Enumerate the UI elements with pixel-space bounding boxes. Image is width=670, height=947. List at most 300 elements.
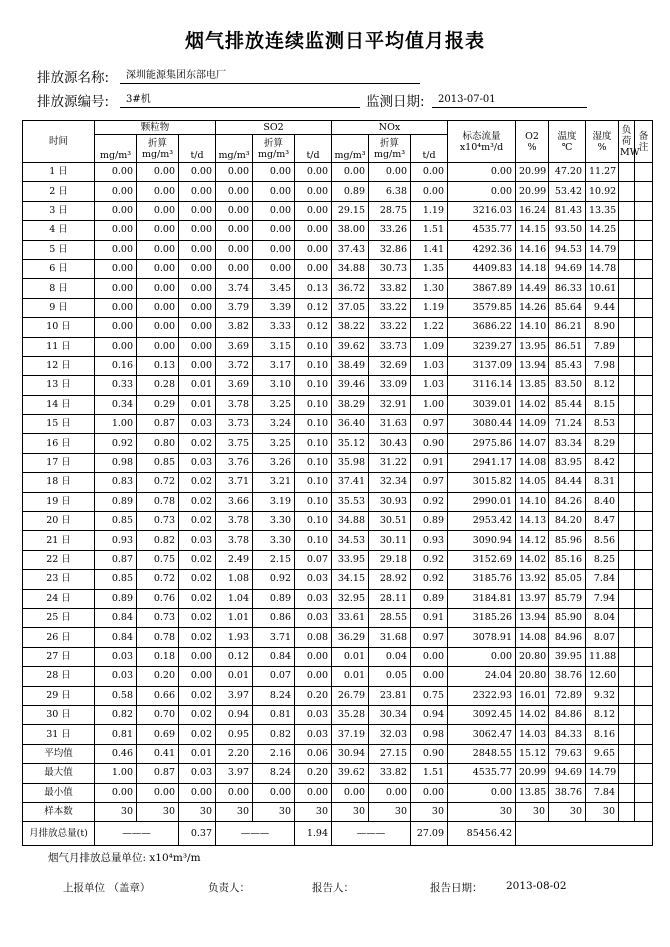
table-cell: 0.00 — [137, 279, 179, 298]
table-cell: 84.20 — [549, 512, 586, 531]
note-cell — [635, 279, 653, 298]
table-cell: 14.02 — [516, 705, 549, 724]
table-cell: 0.00 — [216, 259, 253, 278]
row-label: 样本数 — [23, 802, 95, 821]
table-cell: 0.82 — [137, 531, 179, 550]
table-cell: 31.68 — [369, 628, 411, 647]
table-cell: 13.94 — [516, 356, 549, 375]
table-cell: 0.00 — [295, 163, 332, 182]
table-cell: 2953.42 — [448, 512, 516, 531]
load-cell — [619, 550, 635, 569]
table-cell: 1.09 — [411, 337, 448, 356]
table-cell: 0.18 — [137, 647, 179, 666]
table-cell: 0.04 — [369, 647, 411, 666]
table-cell: 0.69 — [137, 725, 179, 744]
table-cell: 3152.69 — [448, 550, 516, 569]
table-cell: 0.46 — [95, 744, 137, 763]
table-cell: 0.03 — [295, 725, 332, 744]
table-cell: 0.00 — [253, 221, 295, 240]
table-cell: 84.86 — [549, 705, 586, 724]
table-row — [23, 356, 653, 375]
table-cell: 0.00 — [332, 163, 369, 182]
table-cell: 3216.03 — [448, 201, 516, 220]
note-cell — [635, 686, 653, 705]
table-row — [23, 764, 653, 783]
table-cell: 0.00 — [216, 201, 253, 220]
header-row-1 — [23, 121, 653, 135]
table-cell: 4292.36 — [448, 240, 516, 259]
table-cell: 30 — [586, 802, 619, 821]
table-cell: 0.98 — [95, 453, 137, 472]
table-cell: 31.22 — [369, 453, 411, 472]
table-cell: 39.46 — [332, 376, 369, 395]
col-so2: SO2 — [216, 121, 332, 135]
table-cell: 0.00 — [216, 163, 253, 182]
row-label: 12 日 — [23, 356, 95, 375]
table-cell: 3.71 — [216, 473, 253, 492]
note-cell — [635, 764, 653, 783]
load-cell — [619, 356, 635, 375]
note-cell — [635, 163, 653, 182]
table-cell: 0.00 — [411, 182, 448, 201]
table-cell: 0.08 — [295, 628, 332, 647]
row-label: 19 日 — [23, 492, 95, 511]
row-label: 21 日 — [23, 531, 95, 550]
total-pm-dash: ——— — [95, 822, 179, 846]
note-cell — [635, 337, 653, 356]
table-cell: 3.39 — [253, 298, 295, 317]
table-cell: 1.35 — [411, 259, 448, 278]
table-cell: 29.15 — [332, 201, 369, 220]
load-cell — [619, 240, 635, 259]
table-cell: 0.97 — [411, 473, 448, 492]
table-cell: 83.50 — [549, 376, 586, 395]
table-cell: 30.43 — [369, 434, 411, 453]
table-cell: 8.25 — [586, 550, 619, 569]
table-cell: 0.03 — [179, 531, 216, 550]
col-load: 负 荷 MW — [619, 121, 635, 163]
table-cell: 16.24 — [516, 201, 549, 220]
table-cell: 8.04 — [586, 608, 619, 627]
note-cell — [635, 512, 653, 531]
table-cell: 30 — [137, 802, 179, 821]
table-cell: 1.30 — [411, 279, 448, 298]
table-cell: 34.15 — [332, 570, 369, 589]
table-cell: 29.18 — [369, 550, 411, 569]
table-cell: 0.72 — [137, 473, 179, 492]
table-cell: 38.29 — [332, 395, 369, 414]
date-label: 监测日期: — [366, 94, 425, 110]
table-cell: 8.24 — [253, 686, 295, 705]
table-cell: 0.00 — [295, 240, 332, 259]
so2-td: t/d — [295, 135, 332, 163]
table-cell: 3.78 — [216, 512, 253, 531]
table-cell: 0.86 — [253, 608, 295, 627]
table-cell: 0.93 — [411, 531, 448, 550]
table-cell: 0.10 — [295, 337, 332, 356]
table-cell: 30.73 — [369, 259, 411, 278]
table-row — [23, 415, 653, 434]
row-label: 平均值 — [23, 744, 95, 763]
table-cell: 8.40 — [586, 492, 619, 511]
responsible: 负责人： — [208, 882, 250, 894]
table-row — [23, 550, 653, 569]
table-cell: 3078.91 — [448, 628, 516, 647]
table-cell: 8.53 — [586, 415, 619, 434]
table-cell: 30 — [95, 802, 137, 821]
note-cell — [635, 550, 653, 569]
table-cell: 0.00 — [95, 279, 137, 298]
table-cell: 85.64 — [549, 298, 586, 317]
table-cell: 8.31 — [586, 473, 619, 492]
so2-conv: 折算 mg/m³ — [253, 135, 295, 163]
col-nox: NOx — [332, 121, 448, 135]
table-cell: 1.03 — [411, 376, 448, 395]
total-row — [23, 822, 653, 846]
table-cell: 14.02 — [516, 550, 549, 569]
table-cell: 94.53 — [549, 240, 586, 259]
table-cell: 0.05 — [369, 667, 411, 686]
table-cell: 0.00 — [179, 298, 216, 317]
table-row — [23, 725, 653, 744]
table-cell: 0.94 — [411, 705, 448, 724]
table-row — [23, 201, 653, 220]
load-cell — [619, 318, 635, 337]
table-cell: 14.15 — [516, 221, 549, 240]
table-cell: 32.69 — [369, 356, 411, 375]
row-label: 27 日 — [23, 647, 95, 666]
table-cell: 30.11 — [369, 531, 411, 550]
table-cell: 38.76 — [549, 667, 586, 686]
table-cell: 0.33 — [95, 376, 137, 395]
table-cell: 28.55 — [369, 608, 411, 627]
table-row — [23, 298, 653, 317]
table-cell: 0.02 — [179, 570, 216, 589]
table-cell: 1.00 — [95, 415, 137, 434]
table-cell: 3.21 — [253, 473, 295, 492]
table-cell: 13.94 — [516, 608, 549, 627]
row-label: 3 日 — [23, 201, 95, 220]
table-cell: 14.09 — [516, 415, 549, 434]
table-cell: 0.00 — [95, 259, 137, 278]
report-date: 2013-08-02 — [506, 880, 567, 892]
table-cell: 37.41 — [332, 473, 369, 492]
table-row — [23, 279, 653, 298]
table-cell: 0.02 — [179, 686, 216, 705]
table-cell: 94.69 — [549, 259, 586, 278]
table-cell: 0.00 — [179, 182, 216, 201]
table-cell: 0.10 — [295, 453, 332, 472]
col-pm: 颗粒物 — [95, 121, 216, 135]
load-cell — [619, 337, 635, 356]
table-cell: 0.75 — [137, 550, 179, 569]
table-cell: 0.02 — [179, 589, 216, 608]
table-cell: 3.19 — [253, 492, 295, 511]
table-cell: 1.01 — [216, 608, 253, 627]
table-cell: 9.65 — [586, 744, 619, 763]
note-cell — [635, 531, 653, 550]
row-label: 最大值 — [23, 764, 95, 783]
table-row — [23, 395, 653, 414]
table-cell: 0.12 — [216, 647, 253, 666]
table-cell: 0.00 — [448, 163, 516, 182]
table-row — [23, 531, 653, 550]
table-cell: 0.00 — [411, 667, 448, 686]
table-cell: 3.24 — [253, 415, 295, 434]
date-value: 2013-07-01 — [432, 92, 587, 108]
table-cell: 0.01 — [332, 647, 369, 666]
table-cell: 0.00 — [411, 163, 448, 182]
table-cell: 0.87 — [137, 415, 179, 434]
table-cell: 0.03 — [179, 764, 216, 783]
load-cell — [619, 182, 635, 201]
table-cell: 0.70 — [137, 705, 179, 724]
load-cell — [619, 512, 635, 531]
load-cell — [619, 667, 635, 686]
row-label: 16 日 — [23, 434, 95, 453]
table-cell: 0.00 — [137, 163, 179, 182]
table-row — [23, 492, 653, 511]
table-cell: 0.03 — [179, 415, 216, 434]
table-cell: 14.79 — [586, 764, 619, 783]
table-row — [23, 318, 653, 337]
table-cell: 0.02 — [179, 473, 216, 492]
table-cell: 0.00 — [179, 163, 216, 182]
table-row — [23, 744, 653, 763]
table-cell: 13.97 — [516, 589, 549, 608]
table-cell: 79.63 — [549, 744, 586, 763]
table-cell: 2848.55 — [448, 744, 516, 763]
table-cell: 15.12 — [516, 744, 549, 763]
row-label: 22 日 — [23, 550, 95, 569]
table-cell: 14.10 — [516, 492, 549, 511]
table-cell: 0.98 — [411, 725, 448, 744]
table-cell: 30.93 — [369, 492, 411, 511]
table-cell: 0.00 — [332, 783, 369, 802]
table-cell: 3239.27 — [448, 337, 516, 356]
table-cell: 14.03 — [516, 725, 549, 744]
table-cell: 20.99 — [516, 163, 549, 182]
table-cell: 0.03 — [95, 647, 137, 666]
total-rest — [516, 822, 653, 846]
table-cell: 34.88 — [332, 259, 369, 278]
table-cell: 0.00 — [179, 259, 216, 278]
table-cell: 0.00 — [295, 647, 332, 666]
note-cell — [635, 473, 653, 492]
table-cell: 0.10 — [295, 376, 332, 395]
table-cell: 83.95 — [549, 453, 586, 472]
table-cell: 32.86 — [369, 240, 411, 259]
table-cell: 3.78 — [216, 395, 253, 414]
table-cell: 0.81 — [253, 705, 295, 724]
table-cell: 0.95 — [216, 725, 253, 744]
note-cell — [635, 201, 653, 220]
table-cell: 35.12 — [332, 434, 369, 453]
table-cell: 4535.77 — [448, 221, 516, 240]
load-cell — [619, 802, 635, 821]
table-cell: 0.03 — [295, 589, 332, 608]
table-cell: 0.93 — [95, 531, 137, 550]
table-cell: 14.78 — [586, 259, 619, 278]
report-date-label: 报告日期： — [430, 882, 483, 894]
table-cell: 35.98 — [332, 453, 369, 472]
report-unit: 上报单位 （盖章） — [63, 882, 151, 894]
table-cell: 23.81 — [369, 686, 411, 705]
table-cell: 0.00 — [137, 259, 179, 278]
table-cell: 0.89 — [411, 589, 448, 608]
table-cell: 0.00 — [253, 783, 295, 802]
table-cell: 30 — [516, 802, 549, 821]
table-cell: 8.90 — [586, 318, 619, 337]
table-cell: 0.00 — [137, 221, 179, 240]
table-cell: 0.78 — [137, 628, 179, 647]
load-cell — [619, 705, 635, 724]
table-cell: 3.71 — [253, 628, 295, 647]
source-name-row — [37, 66, 109, 86]
table-cell: 0.00 — [411, 783, 448, 802]
table-cell: 0.06 — [295, 744, 332, 763]
note-cell — [635, 647, 653, 666]
table-cell: 0.02 — [179, 705, 216, 724]
table-cell: 34.53 — [332, 531, 369, 550]
table-cell: 3.78 — [216, 531, 253, 550]
table-cell: 0.89 — [332, 182, 369, 201]
table-row — [23, 802, 653, 821]
table-cell: 0.20 — [295, 764, 332, 783]
table-cell: 8.12 — [586, 376, 619, 395]
table-cell: 8.24 — [253, 764, 295, 783]
table-cell: 85.05 — [549, 570, 586, 589]
table-cell: 0.00 — [95, 240, 137, 259]
nox-conv: 折算 mg/m³ — [369, 135, 411, 163]
table-cell: 0.58 — [95, 686, 137, 705]
table-cell: 0.84 — [95, 608, 137, 627]
table-cell: 1.41 — [411, 240, 448, 259]
nox-conc: mg/m³ — [332, 135, 369, 163]
table-cell: 0.29 — [137, 395, 179, 414]
table-cell: 0.00 — [179, 647, 216, 666]
table-cell: 0.94 — [216, 705, 253, 724]
table-cell: 0.85 — [95, 512, 137, 531]
table-cell: 0.28 — [137, 376, 179, 395]
table-cell: 86.33 — [549, 279, 586, 298]
table-cell: 6.38 — [369, 182, 411, 201]
table-cell: 2975.86 — [448, 434, 516, 453]
total-label: 月排放总量(t) — [23, 822, 95, 846]
row-label: 18 日 — [23, 473, 95, 492]
table-cell: 7.98 — [586, 356, 619, 375]
table-row — [23, 570, 653, 589]
table-cell: 13.92 — [516, 570, 549, 589]
table-cell: 0.89 — [95, 492, 137, 511]
table-cell: 0.72 — [137, 570, 179, 589]
table-cell: 2.16 — [253, 744, 295, 763]
note-cell — [635, 240, 653, 259]
total-flow: 85456.42 — [448, 822, 516, 846]
table-cell: 0.00 — [95, 201, 137, 220]
table-cell: 0.73 — [137, 512, 179, 531]
table-cell: 0.92 — [411, 492, 448, 511]
table-row — [23, 337, 653, 356]
table-cell: 33.61 — [332, 608, 369, 627]
row-label: 10 日 — [23, 318, 95, 337]
table-cell: 3579.85 — [448, 298, 516, 317]
table-row — [23, 705, 653, 724]
table-cell: 24.04 — [448, 667, 516, 686]
load-cell — [619, 492, 635, 511]
table-cell: 32.34 — [369, 473, 411, 492]
col-time: 时间 — [23, 121, 95, 163]
table-cell: 0.92 — [411, 570, 448, 589]
table-cell: 2990.01 — [448, 492, 516, 511]
table-row — [23, 783, 653, 802]
table-cell: 3.25 — [253, 434, 295, 453]
table-cell: 3.30 — [253, 512, 295, 531]
table-cell: 0.10 — [295, 434, 332, 453]
table-cell: 3080.44 — [448, 415, 516, 434]
table-cell: 3.26 — [253, 453, 295, 472]
table-cell: 0.00 — [95, 163, 137, 182]
load-cell — [619, 434, 635, 453]
source-no-row — [37, 90, 109, 110]
table-cell: 8.07 — [586, 628, 619, 647]
load-cell — [619, 647, 635, 666]
table-cell: 28.11 — [369, 589, 411, 608]
table-cell: 0.00 — [448, 182, 516, 201]
table-cell: 35.53 — [332, 492, 369, 511]
table-cell: 0.10 — [295, 531, 332, 550]
table-cell: 0.20 — [295, 686, 332, 705]
table-cell: 3.75 — [216, 434, 253, 453]
note-cell — [635, 628, 653, 647]
table-cell: 1.51 — [411, 221, 448, 240]
table-cell: 84.26 — [549, 492, 586, 511]
table-body — [23, 163, 653, 822]
table-cell: 30 — [179, 802, 216, 821]
table-cell: 0.00 — [216, 221, 253, 240]
table-cell: 71.24 — [549, 415, 586, 434]
note-cell — [635, 667, 653, 686]
table-cell: 0.87 — [137, 764, 179, 783]
table-cell: 0.10 — [295, 473, 332, 492]
table-cell: 72.89 — [549, 686, 586, 705]
table-cell: 85.90 — [549, 608, 586, 627]
load-cell — [619, 628, 635, 647]
table-cell: 0.01 — [179, 376, 216, 395]
table-cell: 0.00 — [179, 356, 216, 375]
row-label: 29 日 — [23, 686, 95, 705]
table-row — [23, 473, 653, 492]
table-cell: 3184.81 — [448, 589, 516, 608]
source-name-value: 深圳能源集团东部电厂 — [120, 68, 420, 84]
source-name-label: 排放源名称: — [37, 70, 110, 86]
table-row — [23, 628, 653, 647]
unit-note: 烟气月排放总量单位: x10⁴m³/m — [48, 852, 201, 864]
load-cell — [619, 608, 635, 627]
table-cell: 14.16 — [516, 240, 549, 259]
table-cell: 14.49 — [516, 279, 549, 298]
table-cell: 2322.93 — [448, 686, 516, 705]
note-cell — [635, 395, 653, 414]
table-cell: 0.00 — [448, 647, 516, 666]
table-cell: 0.00 — [137, 783, 179, 802]
table-cell: 0.01 — [332, 667, 369, 686]
table-cell: 3185.76 — [448, 570, 516, 589]
row-label: 23 日 — [23, 570, 95, 589]
table-cell: 3.10 — [253, 376, 295, 395]
table-cell: 16.01 — [516, 686, 549, 705]
table-cell: 0.00 — [137, 298, 179, 317]
